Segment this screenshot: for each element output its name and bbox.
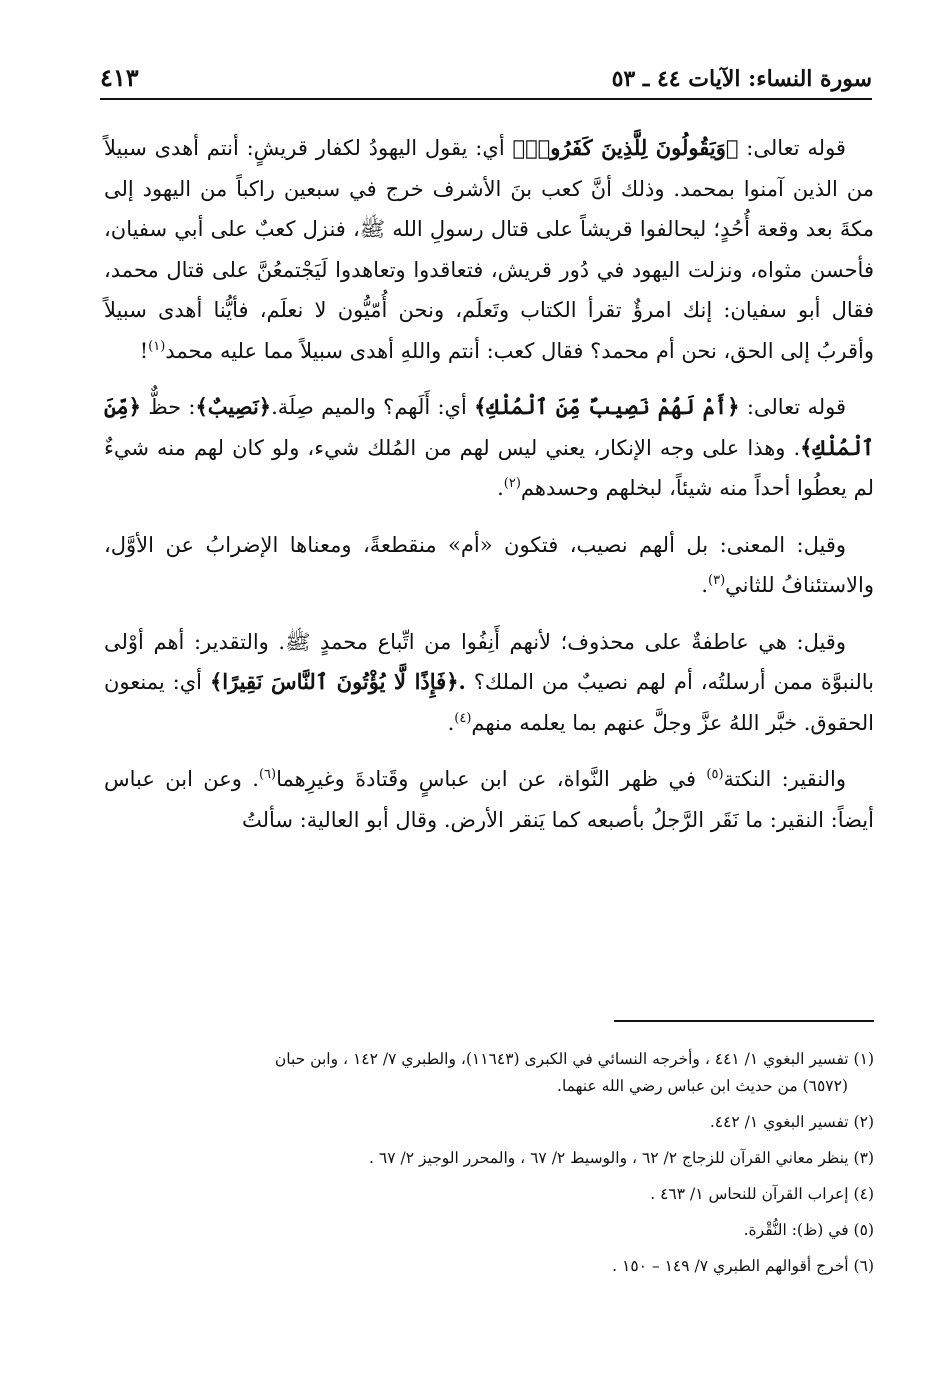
- p5-footnote-ref-1: (٥): [706, 767, 724, 782]
- footnote-text: تفسير البغوي ١/ ٤٤١ ، وأخرجه النسائي في الكبرى (١١٦٤٣)، والطبري ٧/ ١٤٢ ، وابن حبان: [274, 1050, 849, 1068]
- p2-quran-quote-2: ﴿نَصِيبٌ﴾: [195, 394, 272, 419]
- footnote-text: إعراب القرآن للنحاس ١/ ٤٦٣ .: [650, 1185, 849, 1203]
- footnote-6: [104, 1253, 874, 1280]
- paragraph-4: [104, 622, 874, 744]
- p3-end: .: [701, 573, 709, 597]
- p4-quran-quote: .﴿فَإِذًا لَّا يُؤْتُونَ ٱلنَّاسَ نَقِيرًا﴾: [209, 669, 466, 694]
- footnote-3: [104, 1145, 874, 1172]
- footnote-5: [104, 1217, 874, 1244]
- p1-text: أي: يقول اليهودُ لكفار قريشٍ: أنتم أهدى سبيلاً من الذين آمنوا بمحمد. وذلك أنَّ كعب بنَ الأشرف خرج في سبعين راكباً من اليهود إلى مكةَ بعد وقعة أُحُدٍ؛ ليحالفوا قريشاً على قتال رسولِ الله ﷺ، فنزل كعبٌ على أبي سفيان، فأحسن مثواه، ونزلت اليهود في دُور قريش، فتعاقدوا وتعاهدوا لَيَجْتمعُنَّ على قتال محمد، فقال أبو سفيان: إنك امرؤٌ تقرأ الكتاب وتَعلَم، ونحن أُمّيُّون لا نعلَم، فأيُّنا أهدى سبيلاً وأقربُ إلى الحق، نحن أم محمد؟ فقال كعب: أنتم واللهِ أهدى سبيلاً مما عليه محمد: [104, 136, 874, 363]
- p1-quran-quote: ﴿وَيَقُولُونَ لِلَّذِينَ كَفَرُوا۟﴾: [512, 135, 739, 160]
- footnote-number: (٤): [853, 1185, 874, 1203]
- p5-footnote-ref-2: (٦): [258, 767, 277, 782]
- p2-text-3: . وهذا على وجه الإنكار، يعني ليس لهم من المُلك شيء، ولو كان لهم منه شيءٌ لم يعطُوا أحداً منه شيئاً، لبخلهم وحسدهم: [104, 435, 874, 500]
- running-title: سورة النساء: الآيات ٤٤ ـ ٥٣: [611, 66, 872, 92]
- p1-end: !: [139, 338, 149, 363]
- paragraph-2: [104, 387, 874, 509]
- footnote-continuation: (٦٥٧٢) من حديث ابن عباس رضي الله عنهما.: [557, 1077, 848, 1095]
- paragraph-3: [104, 525, 874, 606]
- footnotes: [104, 1046, 874, 1289]
- footnote-number: (٦): [853, 1257, 874, 1275]
- page-number: ٤١٣: [100, 63, 139, 92]
- p3-footnote-ref: (٣): [708, 573, 726, 588]
- p5-text-2: في ظهر النَّواة، عن ابن عباسٍ وقَتادةَ وغيرِهما: [276, 767, 697, 791]
- footnote-text: في (ظ): النُّقْرة.: [743, 1221, 849, 1239]
- p4-text-1: وقيل: هي عاطفةٌ على محذوف؛ لأنهم أَنِفُوا من اتِّباع محمدٍ ﷺ. والتقدير: أهم أوْلى بالنبوَّة ممن أرسلتُه، أم لهم نصيبٌ من الملك؟: [104, 629, 874, 694]
- footnote-number: (٣): [853, 1149, 874, 1167]
- p2-end: .: [497, 476, 504, 500]
- p2-text-1: أي: أَلَهم؟ والميم صِلَة.: [271, 395, 467, 419]
- footnote-rule: [614, 1020, 874, 1022]
- paragraph-5: [104, 759, 874, 840]
- header-rule: [100, 98, 872, 100]
- footnote-4: [104, 1181, 874, 1208]
- main-text: [104, 128, 874, 856]
- p1-footnote-ref: (١): [148, 338, 166, 354]
- p2-quran-quote-3: ﴿مِّنَ ٱلْمُلْكِ﴾: [104, 394, 874, 460]
- footnote-text: أخرج أقوالهم الطبري ٧/ ١٤٩ – ١٥٠ .: [612, 1257, 849, 1275]
- footnote-2: [104, 1109, 874, 1136]
- footnote-text: ينظر معاني القرآن للزجاج ٢/ ٦٢ ، والوسيط ٢/ ٦٧ ، والمحرر الوجيز ٢/ ٦٧ .: [369, 1149, 849, 1167]
- p2-footnote-ref: (٢): [503, 476, 521, 491]
- footnote-number: (١): [853, 1050, 874, 1068]
- footnote-number: (٥): [853, 1221, 874, 1239]
- p4-end: .: [447, 710, 455, 735]
- p2-lead: قوله تعالى:: [746, 395, 846, 419]
- footnote-number: (٢): [853, 1113, 874, 1131]
- footnote-1: [104, 1046, 874, 1100]
- p1-lead: قوله تعالى:: [746, 136, 846, 160]
- p2-text-2: : حظٌّ: [148, 395, 196, 419]
- p4-text-2: أي: يمنعون الحقوق. خبَّر اللهُ عزَّ وجلَّ عنهم بما يعلمه منهم: [104, 670, 874, 735]
- paragraph-1: [104, 128, 874, 371]
- p5-text-1: والنقير: النكتة: [723, 767, 846, 791]
- p4-footnote-ref: (٤): [454, 710, 472, 726]
- footnote-text: تفسير البغوي ١/ ٤٤٢.: [709, 1113, 849, 1131]
- p2-quran-quote-1: ﴿أَمْ لَهُمْ نَصِيبٌ مِّنَ ٱلْمُلْكِ﴾: [474, 394, 740, 419]
- page-header: [100, 52, 872, 92]
- p3-text: وقيل: المعنى: بل ألهم نصيب، فتكون «أم» منقطعةً، ومعناها الإضرابُ عن الأوَّل، والاستئنافُ للثاني: [104, 532, 874, 597]
- p5-text-3: . وعن ابن عباس أيضاً: النقير: ما نَقَر الرَّجلُ بأصبعه كما يَنقر الأرض. وقال أبو العالية: سألتُ: [104, 767, 874, 832]
